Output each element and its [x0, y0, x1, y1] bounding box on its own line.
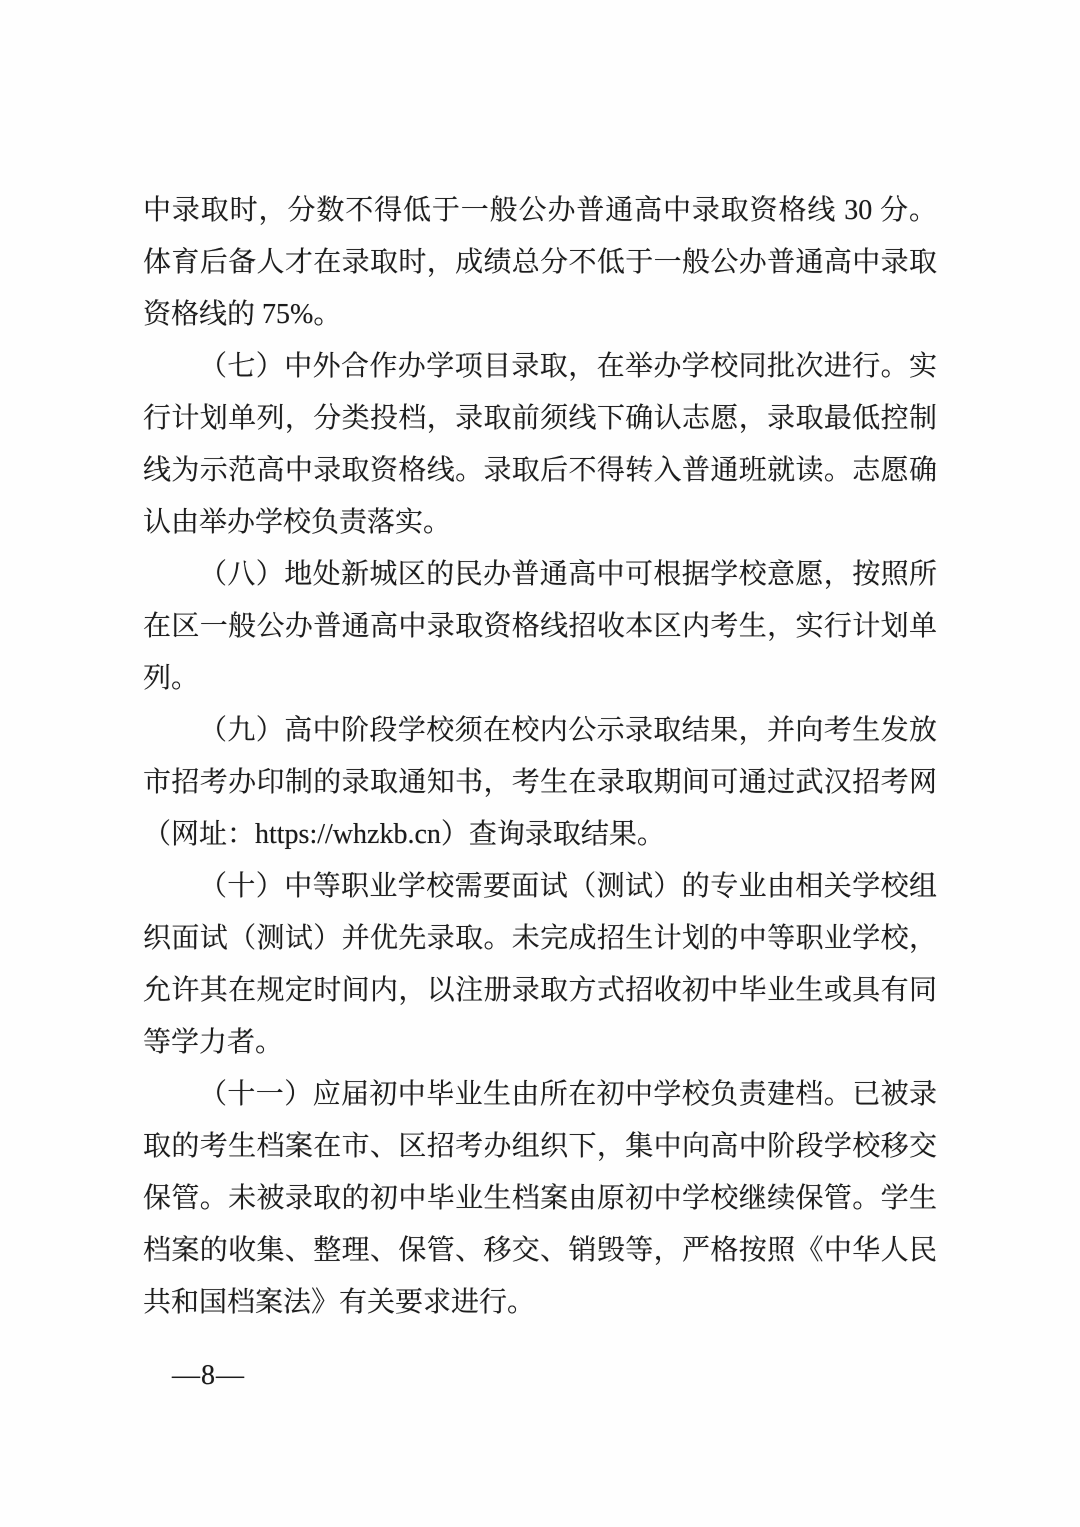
paragraph-item-9: （九）高中阶段学校须在校内公示录取结果，并向考生发放市招考办印制的录取通知书，考生在录取期间可通过武汉招考网（网址：https://whzkb.cn）查询录取结果。 [143, 715, 937, 850]
paragraph-continuation: 中录取时，分数不得低于一般公办普通高中录取资格线 30 分。体育后备人才在录取时，成绩总分不低于一般公办普通高中录取资格线的 75%。 [143, 195, 937, 330]
page-number: —8— [172, 1360, 245, 1391]
text-block [143, 185, 937, 1329]
paragraph-item-8: （八）地处新城区的民办普通高中可根据学校意愿，按照所在区一般公办普通高中录取资格线招收本区内考生，实行计划单列。 [143, 559, 937, 694]
paragraph-item-10: （十）中等职业学校需要面试（测试）的专业由相关学校组织面试（测试）并优先录取。未完成招生计划的中等职业学校，允许其在规定时间内，以注册录取方式招收初中毕业生或具有同等学力者。 [143, 871, 937, 1058]
paragraph-item-11: （十一）应届初中毕业生由所在初中学校负责建档。已被录取的考生档案在市、区招考办组织下，集中向高中阶段学校移交保管。未被录取的初中毕业生档案由原初中学校继续保管。学生档案的收集、整理、保管、移交、销毁等，严格按照《中华人民共和国档案法》有关要求进行。 [143, 1079, 937, 1318]
paragraph-item-7: （七）中外合作办学项目录取，在举办学校同批次进行。实行计划单列，分类投档，录取前须线下确认志愿，录取最低控制线为示范高中录取资格线。录取后不得转入普通班就读。志愿确认由举办学校负责落实。 [143, 351, 937, 538]
